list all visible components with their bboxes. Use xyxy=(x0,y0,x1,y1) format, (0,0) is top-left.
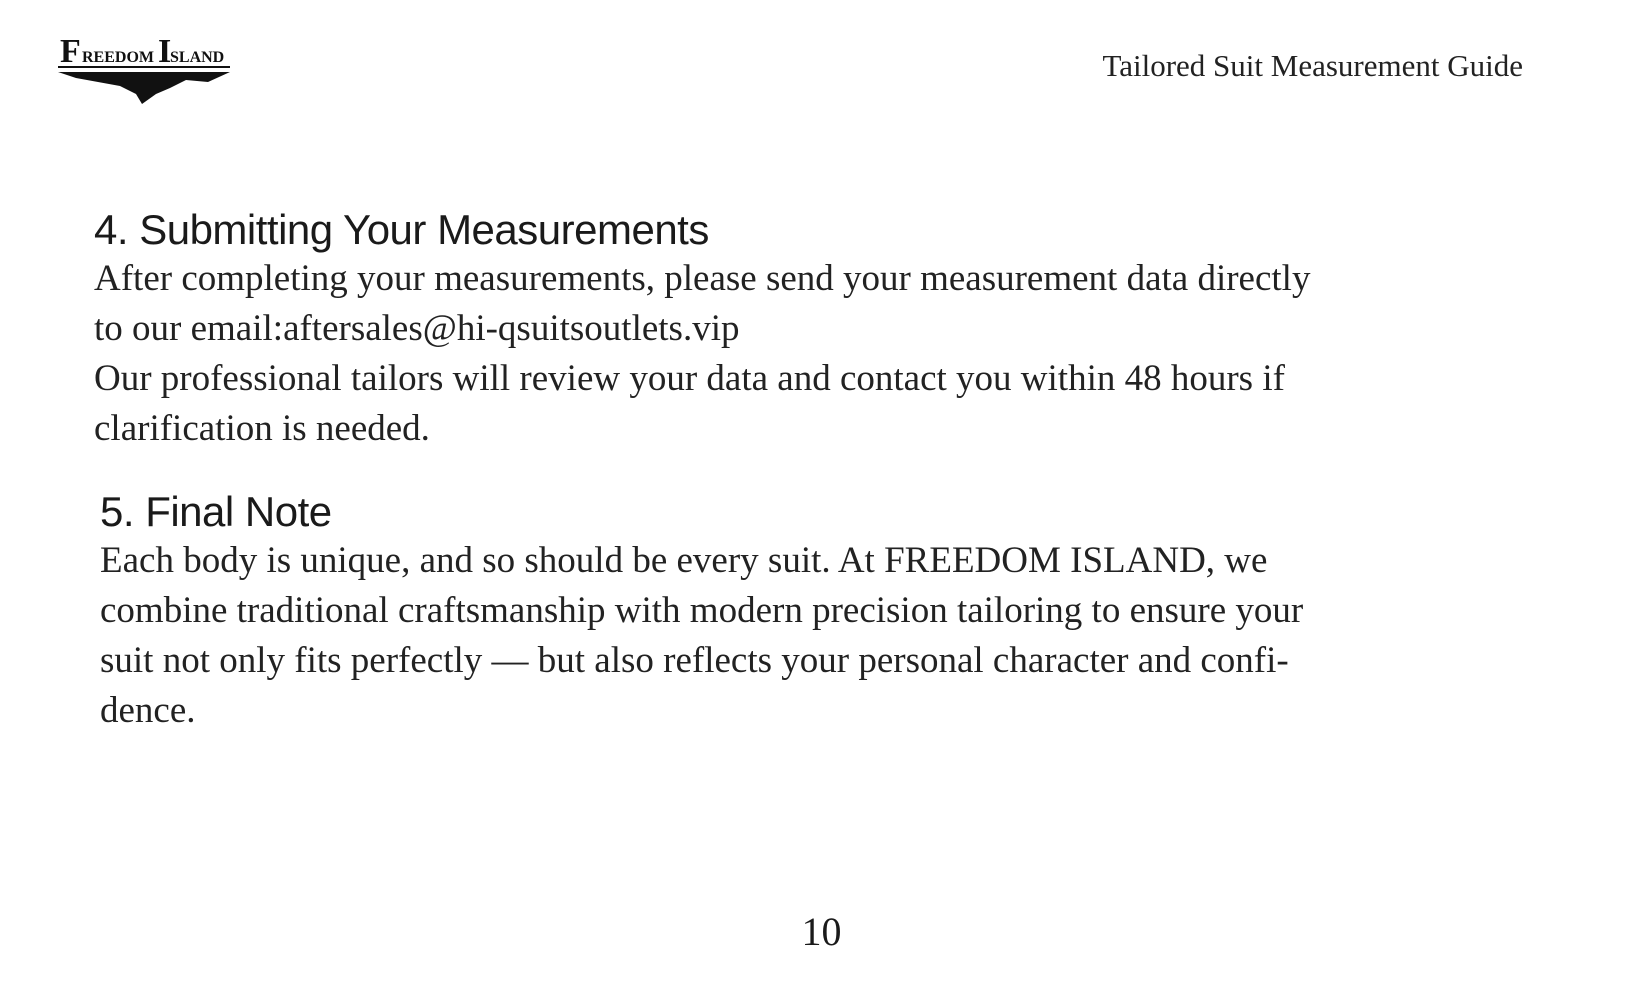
section-heading: 4. Submitting Your Measurements xyxy=(94,206,709,253)
page-number: 10 xyxy=(801,909,842,954)
paragraph-line: Our professional tailors will review your data and contact you within 48 hours if xyxy=(94,358,1285,399)
section-heading: 5. Final Note xyxy=(100,488,332,535)
paragraph-line: clarification is needed. xyxy=(94,408,430,449)
paragraph-line-email: to our email:aftersales@hi-qsuitsoutlets.vip xyxy=(94,308,740,349)
paragraph-line: dence. xyxy=(100,690,196,731)
document-title: Tailored Suit Measurement Guide xyxy=(1102,48,1523,83)
svg-text:REEDOM: REEDOM xyxy=(82,49,154,66)
paragraph-line: Each body is unique, and so should be every suit. At FREEDOM ISLAND, we xyxy=(100,540,1268,581)
paragraph-line: After completing your measurements, please send your measurement data directly xyxy=(94,258,1311,299)
brand-logo xyxy=(58,30,238,110)
svg-text:F: F xyxy=(60,33,81,70)
section-submitting-measurements xyxy=(94,206,1454,454)
paragraph-line: combine traditional craftsmanship with modern precision tailoring to ensure your xyxy=(100,590,1304,631)
paragraph-line: suit not only fits perfectly — but also reflects your personal character and confi- xyxy=(100,640,1289,681)
section-final-note xyxy=(100,488,1460,736)
section-paragraph xyxy=(100,536,1460,736)
svg-text:SLAND: SLAND xyxy=(170,49,225,66)
section-paragraph xyxy=(94,254,1454,454)
svg-text:I: I xyxy=(158,33,172,70)
freedom-island-logo-icon xyxy=(58,30,238,110)
